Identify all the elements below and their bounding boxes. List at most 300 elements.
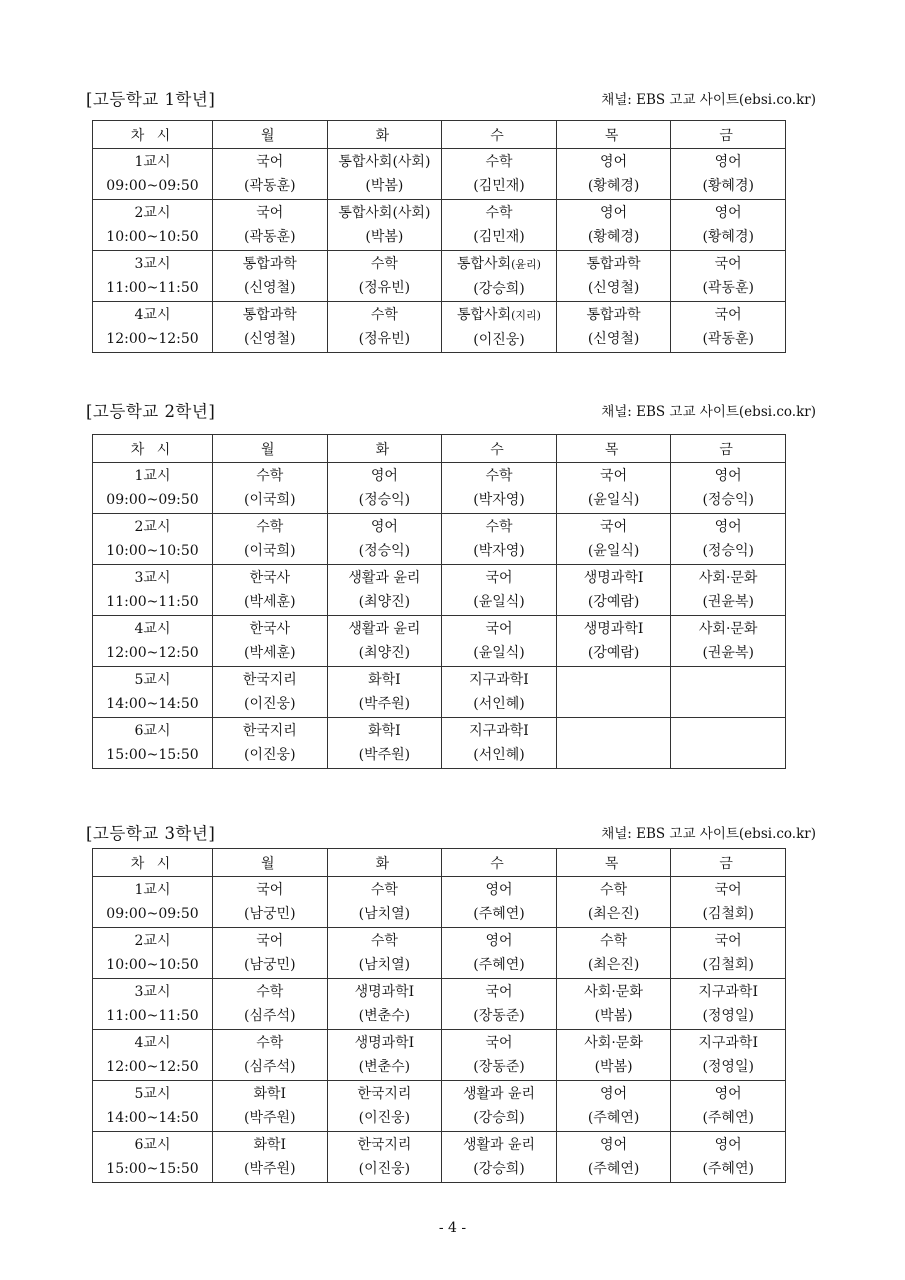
subject-name: 국어 <box>485 984 513 1000</box>
teacher-name: (박주원) <box>244 1110 296 1126</box>
class-cell <box>327 463 442 514</box>
table-row <box>93 979 786 1030</box>
grade3-section <box>86 820 816 1183</box>
table-row <box>93 1132 786 1183</box>
subject-name: 영어 <box>485 882 513 898</box>
class-cell <box>671 463 786 514</box>
teacher-name: (강승희) <box>473 1161 525 1177</box>
class-cell <box>671 928 786 979</box>
subject-name: 한국지리 <box>357 1086 412 1102</box>
subject-line <box>442 1031 556 1055</box>
teacher-name: (최양진) <box>358 594 411 610</box>
teacher-name: (강예람) <box>587 645 640 661</box>
class-cell <box>213 149 328 200</box>
teacher-name: (장동준) <box>473 1008 525 1024</box>
section-header <box>86 398 816 424</box>
teacher-name: (남치열) <box>358 957 411 973</box>
subject-name: 사회·문화 <box>584 1035 643 1051</box>
subject-name: 영어 <box>600 205 628 221</box>
teacher-name: (신영철) <box>587 331 640 347</box>
table-row <box>93 877 786 928</box>
teacher-name: (박봄) <box>365 178 404 194</box>
teacher-name: (김철회) <box>702 906 754 922</box>
class-cell <box>442 616 557 667</box>
teacher-name: (변춘수) <box>358 1059 411 1075</box>
subject-name: 국어 <box>714 307 742 323</box>
subject-line <box>442 303 556 328</box>
subject-name: 화학Ⅰ <box>368 672 401 688</box>
teacher-name: (곽동훈) <box>702 331 754 347</box>
class-cell <box>442 1081 557 1132</box>
class-cell <box>671 718 786 769</box>
teacher-name: (정승익) <box>358 492 411 508</box>
subject-line <box>328 150 442 174</box>
subject-line <box>328 303 442 327</box>
period-cell <box>93 877 213 928</box>
column-header: 금 <box>671 121 786 149</box>
class-cell <box>213 514 328 565</box>
period-cell <box>93 1030 213 1081</box>
teacher-name: (강승희) <box>473 280 525 297</box>
subject-name: 국어 <box>485 570 513 586</box>
table-row <box>93 565 786 616</box>
time-range: 14:00~14:50 <box>106 696 199 712</box>
teacher-name: (주혜연) <box>473 957 525 973</box>
teacher-name: (박주원) <box>244 1161 296 1177</box>
period-cell <box>93 1081 213 1132</box>
subject-line <box>442 464 556 488</box>
teacher-name: (윤일식) <box>473 594 525 610</box>
column-header: 월 <box>213 849 328 877</box>
subject-line <box>328 668 442 692</box>
subject-name: 통합사회(사회) <box>338 154 431 170</box>
subject-name: 수학 <box>485 468 513 484</box>
period-cell <box>93 514 213 565</box>
time-range: 11:00~11:50 <box>106 594 199 610</box>
subject-name: 국어 <box>714 933 742 949</box>
teacher-name: (황혜경) <box>702 178 754 194</box>
subject-line <box>557 566 671 590</box>
subject-name: 영어 <box>600 1137 628 1153</box>
teacher-name: (황혜경) <box>587 229 640 245</box>
teacher-name: (이진웅) <box>244 696 296 712</box>
subject-name: 한국사 <box>249 570 291 586</box>
subject-name: 한국지리 <box>357 1137 412 1153</box>
subject-name: 수학 <box>370 256 398 272</box>
column-header: 목 <box>556 121 671 149</box>
time-range: 11:00~11:50 <box>106 280 199 296</box>
subject-line <box>671 1031 785 1055</box>
teacher-name: (박세훈) <box>244 594 296 610</box>
class-cell <box>556 565 671 616</box>
period-label: 3교시 <box>134 256 171 272</box>
period-cell <box>93 616 213 667</box>
time-range: 15:00~15:50 <box>106 1161 199 1177</box>
subject-line <box>442 719 556 743</box>
subject-line <box>442 929 556 953</box>
schedule-table <box>92 848 786 1183</box>
subject-line <box>442 252 556 277</box>
class-cell <box>671 616 786 667</box>
teacher-name: (권윤복) <box>702 594 754 610</box>
subject-name: 수학 <box>600 882 628 898</box>
teacher-name: (서인혜) <box>473 747 525 763</box>
subject-line <box>442 668 556 692</box>
class-cell <box>213 979 328 1030</box>
subject-name: 생활과 윤리 <box>348 621 421 637</box>
subject-line <box>671 464 785 488</box>
teacher-name: (윤일식) <box>587 492 640 508</box>
teacher-name: (이진웅) <box>358 1161 411 1177</box>
period-cell <box>93 565 213 616</box>
subject-name: 국어 <box>256 933 284 949</box>
subject-name: 통합과학 <box>586 256 641 272</box>
period-cell <box>93 928 213 979</box>
table-row <box>93 1030 786 1081</box>
class-cell <box>556 877 671 928</box>
time-range: 15:00~15:50 <box>106 747 199 763</box>
period-label: 4교시 <box>134 621 171 637</box>
teacher-name: (곽동훈) <box>702 280 754 296</box>
time-range: 11:00~11:50 <box>106 1008 199 1024</box>
column-header: 수 <box>442 849 557 877</box>
header-row <box>93 121 786 149</box>
class-cell <box>556 514 671 565</box>
table-row <box>93 251 786 302</box>
channel-label: 채널: EBS 고교 사이트(ebsi.co.kr) <box>601 404 816 420</box>
subject-line <box>213 303 327 327</box>
subject-line <box>328 201 442 225</box>
subject-name: 수학 <box>370 307 398 323</box>
subject-note: (지리) <box>511 308 541 322</box>
class-cell <box>442 1030 557 1081</box>
teacher-name: (주혜연) <box>702 1161 754 1177</box>
subject-name: 지구과학Ⅰ <box>698 984 758 1000</box>
period-cell <box>93 302 213 353</box>
class-cell <box>556 149 671 200</box>
teacher-name: (주혜연) <box>587 1161 640 1177</box>
subject-name: 영어 <box>485 933 513 949</box>
period-cell <box>93 200 213 251</box>
subject-line <box>671 201 785 225</box>
channel-label: 채널: EBS 고교 사이트(ebsi.co.kr) <box>601 826 816 842</box>
period-label: 3교시 <box>134 984 171 1000</box>
period-label: 1교시 <box>134 468 171 484</box>
class-cell <box>213 877 328 928</box>
class-cell <box>556 1132 671 1183</box>
subject-line <box>213 201 327 225</box>
subject-line <box>671 617 785 641</box>
subject-line <box>328 1133 442 1157</box>
subject-line <box>213 668 327 692</box>
class-cell <box>556 928 671 979</box>
table-row <box>93 463 786 514</box>
subject-line <box>442 150 556 174</box>
class-cell <box>442 877 557 928</box>
teacher-name: (박봄) <box>594 1059 633 1075</box>
subject-name: 영어 <box>714 205 742 221</box>
subject-name: 화학Ⅰ <box>253 1086 287 1102</box>
class-cell <box>671 667 786 718</box>
teacher-name: (정승익) <box>702 492 754 508</box>
subject-line <box>671 252 785 276</box>
teacher-name: (강승희) <box>473 1110 525 1126</box>
subject-line <box>213 1082 327 1106</box>
subject-line <box>557 1133 671 1157</box>
teacher-name: (정유빈) <box>358 331 411 347</box>
period-label: 5교시 <box>134 672 171 688</box>
column-header: 화 <box>327 121 442 149</box>
class-cell <box>442 979 557 1030</box>
subject-line <box>328 566 442 590</box>
class-cell <box>213 718 328 769</box>
subject-line <box>671 980 785 1004</box>
subject-line <box>213 150 327 174</box>
subject-name: 국어 <box>600 468 628 484</box>
class-cell <box>213 667 328 718</box>
subject-name: 국어 <box>485 621 513 637</box>
subject-line <box>328 1031 442 1055</box>
teacher-name: (황혜경) <box>587 178 640 194</box>
class-cell <box>442 667 557 718</box>
subject-name: 한국사 <box>249 621 291 637</box>
class-cell <box>556 616 671 667</box>
subject-line <box>671 566 785 590</box>
teacher-name: (변춘수) <box>358 1008 411 1024</box>
schedule-table <box>92 434 786 769</box>
table-row <box>93 514 786 565</box>
section-title: [고등학교 2학년] <box>86 402 216 421</box>
subject-line <box>557 303 671 327</box>
subject-name: 화학Ⅰ <box>253 1137 287 1153</box>
table-row <box>93 302 786 353</box>
column-header: 수 <box>442 121 557 149</box>
subject-line <box>557 878 671 902</box>
subject-name: 영어 <box>370 519 398 535</box>
class-cell <box>671 877 786 928</box>
subject-name: 영어 <box>600 1086 628 1102</box>
subject-name: 국어 <box>600 519 628 535</box>
class-cell <box>556 667 671 718</box>
subject-line <box>328 617 442 641</box>
column-header: 월 <box>213 121 328 149</box>
subject-line <box>213 515 327 539</box>
subject-line <box>213 980 327 1004</box>
class-cell <box>213 302 328 353</box>
teacher-name: (최은진) <box>587 957 640 973</box>
class-cell <box>556 251 671 302</box>
time-range: 10:00~10:50 <box>106 543 199 559</box>
class-cell <box>671 514 786 565</box>
teacher-name: (정영일) <box>702 1008 754 1024</box>
subject-name: 수학 <box>256 984 284 1000</box>
subject-line <box>213 719 327 743</box>
column-header: 월 <box>213 435 328 463</box>
subject-note: (윤리) <box>511 257 541 271</box>
teacher-name: (박자영) <box>473 492 525 508</box>
class-cell <box>442 514 557 565</box>
subject-line <box>442 1082 556 1106</box>
teacher-name: (황혜경) <box>702 229 754 245</box>
class-cell <box>327 616 442 667</box>
subject-line <box>557 980 671 1004</box>
subject-name: 생명과학Ⅰ <box>583 621 644 637</box>
subject-line <box>328 1082 442 1106</box>
class-cell <box>671 1081 786 1132</box>
period-label: 2교시 <box>134 519 171 535</box>
class-cell <box>442 251 557 302</box>
class-cell <box>671 149 786 200</box>
class-cell <box>213 1030 328 1081</box>
period-label: 3교시 <box>134 570 171 586</box>
teacher-name: (서인혜) <box>473 696 525 712</box>
subject-name: 생활과 윤리 <box>462 1137 536 1153</box>
class-cell <box>442 463 557 514</box>
class-cell <box>556 200 671 251</box>
subject-name: 지구과학Ⅰ <box>698 1035 758 1051</box>
subject-name: 화학Ⅰ <box>368 723 401 739</box>
class-cell <box>556 302 671 353</box>
column-header: 목 <box>556 435 671 463</box>
subject-name: 국어 <box>714 882 742 898</box>
teacher-name: (주혜연) <box>473 906 525 922</box>
teacher-name: (정영일) <box>702 1059 754 1075</box>
class-cell <box>327 877 442 928</box>
class-cell <box>327 979 442 1030</box>
class-cell <box>213 463 328 514</box>
subject-name: 영어 <box>600 154 628 170</box>
subject-line <box>328 252 442 276</box>
time-range: 10:00~10:50 <box>106 957 199 973</box>
subject-name: 지구과학Ⅰ <box>469 672 529 688</box>
subject-line <box>328 878 442 902</box>
table-row <box>93 200 786 251</box>
column-header: 화 <box>327 849 442 877</box>
period-label: 4교시 <box>134 307 171 323</box>
subject-name: 국어 <box>256 154 284 170</box>
subject-line <box>213 252 327 276</box>
teacher-name: (곽동훈) <box>244 178 296 194</box>
subject-name: 생활과 윤리 <box>462 1086 536 1102</box>
subject-name: 통합과학 <box>242 256 297 272</box>
subject-name: 한국지리 <box>242 672 297 688</box>
table-row <box>93 928 786 979</box>
subject-name: 생명과학Ⅰ <box>354 984 415 1000</box>
time-range: 09:00~09:50 <box>106 492 199 508</box>
subject-name: 사회·문화 <box>698 621 758 637</box>
class-cell <box>671 565 786 616</box>
table-row <box>93 718 786 769</box>
subject-name: 수학 <box>600 933 628 949</box>
class-cell <box>327 514 442 565</box>
subject-name: 국어 <box>714 256 742 272</box>
class-cell <box>442 149 557 200</box>
subject-name: 통합사회(사회) <box>338 205 431 221</box>
teacher-name: (신영철) <box>244 280 296 296</box>
subject-name: 영어 <box>714 154 742 170</box>
table-row <box>93 1081 786 1132</box>
table-row <box>93 149 786 200</box>
teacher-name: (박자영) <box>473 543 525 559</box>
subject-line <box>671 878 785 902</box>
subject-line <box>213 929 327 953</box>
class-cell <box>442 565 557 616</box>
column-header: 차 시 <box>93 849 213 877</box>
teacher-name: (권윤복) <box>702 645 754 661</box>
subject-name: 수학 <box>256 468 284 484</box>
class-cell <box>442 200 557 251</box>
subject-line <box>557 617 671 641</box>
subject-line <box>557 1082 671 1106</box>
subject-line <box>557 252 671 276</box>
subject-name: 국어 <box>485 1035 513 1051</box>
class-cell <box>442 1132 557 1183</box>
teacher-name: (남궁민) <box>244 957 296 973</box>
subject-line <box>671 929 785 953</box>
subject-line <box>328 464 442 488</box>
grade2-section <box>86 398 816 769</box>
subject-name: 영어 <box>714 1137 742 1153</box>
subject-name: 지구과학Ⅰ <box>469 723 529 739</box>
subject-line <box>557 201 671 225</box>
time-range: 14:00~14:50 <box>106 1110 199 1126</box>
table-row <box>93 667 786 718</box>
time-range: 09:00~09:50 <box>106 906 199 922</box>
section-header <box>86 86 816 112</box>
teacher-name: (주혜연) <box>702 1110 754 1126</box>
subject-line <box>328 929 442 953</box>
period-label: 2교시 <box>134 205 171 221</box>
subject-line <box>671 1133 785 1157</box>
period-cell <box>93 463 213 514</box>
class-cell <box>442 302 557 353</box>
subject-name: 생명과학Ⅰ <box>583 570 644 586</box>
subject-name: 수학 <box>256 1035 284 1051</box>
teacher-name: (윤일식) <box>587 543 640 559</box>
period-cell <box>93 667 213 718</box>
subject-line <box>671 303 785 327</box>
subject-line <box>328 980 442 1004</box>
teacher-name: (박봄) <box>594 1008 633 1024</box>
subject-name: 통합과학 <box>586 307 641 323</box>
subject-line <box>213 464 327 488</box>
subject-line <box>557 464 671 488</box>
class-cell <box>213 1132 328 1183</box>
class-cell <box>327 565 442 616</box>
teacher-name: (이진웅) <box>473 331 525 348</box>
period-cell <box>93 718 213 769</box>
class-cell <box>327 302 442 353</box>
class-cell <box>671 251 786 302</box>
period-cell <box>93 251 213 302</box>
period-label: 5교시 <box>134 1086 171 1102</box>
teacher-name: (신영철) <box>587 280 640 296</box>
teacher-name: (남치열) <box>358 906 411 922</box>
column-header: 금 <box>671 849 786 877</box>
class-cell <box>442 928 557 979</box>
subject-name: 수학 <box>370 882 398 898</box>
subject-line <box>557 1031 671 1055</box>
class-cell <box>556 1030 671 1081</box>
class-cell <box>556 463 671 514</box>
subject-line <box>213 566 327 590</box>
teacher-name: (김민재) <box>473 178 525 194</box>
subject-name: 사회·문화 <box>698 570 758 586</box>
period-cell <box>93 1132 213 1183</box>
page-number: - 4 - <box>438 1220 467 1236</box>
class-cell <box>213 251 328 302</box>
class-cell <box>327 200 442 251</box>
